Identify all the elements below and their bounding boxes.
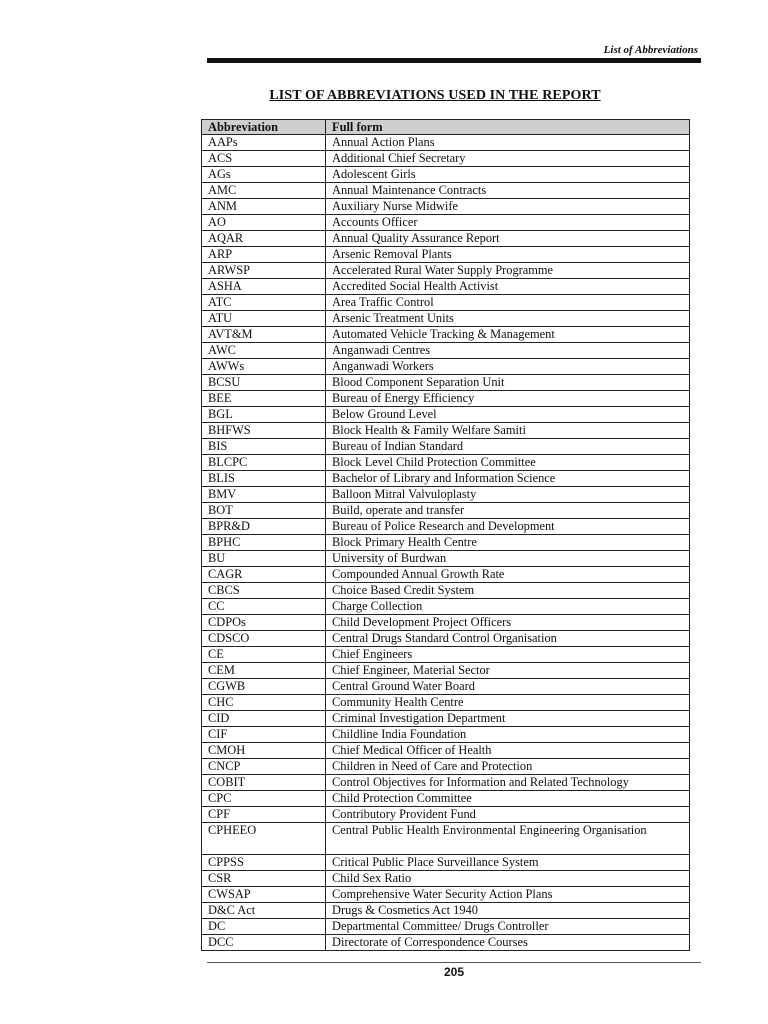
table-row [202,551,690,567]
table-row [202,503,690,519]
table-row [202,727,690,743]
table-row [202,215,690,231]
table-row [202,695,690,711]
full-form-cell: Annual Quality Assurance Report [326,231,690,247]
abbreviation-cell: CWSAP [202,887,326,903]
full-form-cell: Community Health Centre [326,695,690,711]
full-form-cell: Child Development Project Officers [326,615,690,631]
abbreviation-cell: AAPs [202,135,326,151]
table-row [202,663,690,679]
table-row [202,183,690,199]
full-form-cell: Bureau of Police Research and Development [326,519,690,535]
table-row [202,519,690,535]
abbreviation-cell: CPF [202,807,326,823]
abbreviation-cell: AQAR [202,231,326,247]
table-row [202,823,690,855]
full-form-cell: Accelerated Rural Water Supply Programme [326,263,690,279]
abbreviation-cell: CSR [202,871,326,887]
table-row [202,615,690,631]
full-form-cell: Chief Medical Officer of Health [326,743,690,759]
table-row [202,439,690,455]
full-form-cell: Children in Need of Care and Protection [326,759,690,775]
abbreviation-cell: CMOH [202,743,326,759]
full-form-cell: Drugs & Cosmetics Act 1940 [326,903,690,919]
full-form-cell: Accounts Officer [326,215,690,231]
column-header-full-form: Full form [326,120,690,135]
table-row [202,471,690,487]
abbreviation-cell: CNCP [202,759,326,775]
full-form-cell: Central Drugs Standard Control Organisation [326,631,690,647]
full-form-cell: Critical Public Place Surveillance System [326,855,690,871]
abbreviation-cell: CPC [202,791,326,807]
abbreviation-cell: DC [202,919,326,935]
full-form-cell: Child Sex Ratio [326,871,690,887]
abbreviation-cell: AWC [202,343,326,359]
full-form-cell: Criminal Investigation Department [326,711,690,727]
table-row [202,343,690,359]
table-row [202,647,690,663]
full-form-cell: Additional Chief Secretary [326,151,690,167]
table-row [202,279,690,295]
full-form-cell: Block Level Child Protection Committee [326,455,690,471]
abbreviation-cell: BLIS [202,471,326,487]
abbreviation-cell: BOT [202,503,326,519]
abbreviation-cell: BGL [202,407,326,423]
header-rule [207,58,701,63]
abbreviation-cell: AO [202,215,326,231]
full-form-cell: Charge Collection [326,599,690,615]
table-row [202,743,690,759]
table-row [202,711,690,727]
table-row [202,327,690,343]
table-row [202,583,690,599]
abbreviation-cell: CPHEEO [202,823,326,855]
abbreviation-cell: D&C Act [202,903,326,919]
full-form-cell: Accredited Social Health Activist [326,279,690,295]
full-form-cell: Anganwadi Centres [326,343,690,359]
full-form-cell: Balloon Mitral Valvuloplasty [326,487,690,503]
full-form-cell: Chief Engineer, Material Sector [326,663,690,679]
table-row [202,791,690,807]
table-row [202,887,690,903]
full-form-cell: Bachelor of Library and Information Science [326,471,690,487]
full-form-cell: Below Ground Level [326,407,690,423]
table-row [202,199,690,215]
abbreviation-cell: BCSU [202,375,326,391]
table-body [202,135,690,951]
abbreviation-cell: ANM [202,199,326,215]
full-form-cell: Area Traffic Control [326,295,690,311]
full-form-cell: Bureau of Energy Efficiency [326,391,690,407]
table-row [202,167,690,183]
table-row [202,567,690,583]
column-header-abbreviation: Abbreviation [202,120,326,135]
abbreviation-cell: AMC [202,183,326,199]
abbreviation-cell: CE [202,647,326,663]
abbreviation-cell: CBCS [202,583,326,599]
full-form-cell: Block Health & Family Welfare Samiti [326,423,690,439]
full-form-cell: Control Objectives for Information and Related Technology [326,775,690,791]
abbreviation-cell: ASHA [202,279,326,295]
table-row [202,375,690,391]
abbreviation-cell: COBIT [202,775,326,791]
full-form-cell: Arsenic Treatment Units [326,311,690,327]
table-row [202,423,690,439]
footer-rule [207,962,701,963]
abbreviation-cell: CDPOs [202,615,326,631]
abbreviation-cell: BPHC [202,535,326,551]
table-row [202,855,690,871]
abbreviation-cell: ACS [202,151,326,167]
full-form-cell: Blood Component Separation Unit [326,375,690,391]
table-row [202,135,690,151]
abbreviation-cell: CGWB [202,679,326,695]
abbreviation-cell: BMV [202,487,326,503]
table-row [202,295,690,311]
abbreviation-cell: AGs [202,167,326,183]
running-title: List of Abbreviations [603,44,698,56]
table-row [202,919,690,935]
abbreviation-cell: ARWSP [202,263,326,279]
full-form-cell: University of Burdwan [326,551,690,567]
abbreviation-cell: BPR&D [202,519,326,535]
abbreviation-cell: BHFWS [202,423,326,439]
table-row [202,407,690,423]
table-row [202,487,690,503]
full-form-cell: Annual Maintenance Contracts [326,183,690,199]
abbreviations-table [201,119,690,951]
abbreviation-cell: ARP [202,247,326,263]
full-form-cell: Arsenic Removal Plants [326,247,690,263]
table-header-row [202,120,690,135]
table-row [202,247,690,263]
full-form-cell: Choice Based Credit System [326,583,690,599]
abbreviation-cell: CID [202,711,326,727]
table-row [202,807,690,823]
full-form-cell: Annual Action Plans [326,135,690,151]
table-row [202,231,690,247]
full-form-cell: Adolescent Girls [326,167,690,183]
abbreviation-cell: DCC [202,935,326,951]
full-form-cell: Childline India Foundation [326,727,690,743]
full-form-cell: Build, operate and transfer [326,503,690,519]
full-form-cell: Compounded Annual Growth Rate [326,567,690,583]
abbreviation-cell: BU [202,551,326,567]
table-row [202,759,690,775]
abbreviation-cell: AWWs [202,359,326,375]
abbreviation-cell: ATU [202,311,326,327]
table-row [202,535,690,551]
full-form-cell: Chief Engineers [326,647,690,663]
full-form-cell: Anganwadi Workers [326,359,690,375]
page-title: LIST OF ABBREVIATIONS USED IN THE REPORT [269,88,601,103]
abbreviation-cell: CAGR [202,567,326,583]
table-row [202,359,690,375]
full-form-cell: Child Protection Committee [326,791,690,807]
table-row [202,311,690,327]
full-form-cell: Bureau of Indian Standard [326,439,690,455]
abbreviation-cell: CIF [202,727,326,743]
abbreviation-cell: CDSCO [202,631,326,647]
abbreviation-cell: CHC [202,695,326,711]
table-row [202,151,690,167]
table-row [202,871,690,887]
table-row [202,631,690,647]
table-row [202,263,690,279]
full-form-cell: Automated Vehicle Tracking & Management [326,327,690,343]
full-form-cell: Central Ground Water Board [326,679,690,695]
full-form-cell: Auxiliary Nurse Midwife [326,199,690,215]
abbreviation-cell: CC [202,599,326,615]
table-row [202,599,690,615]
table-row [202,391,690,407]
full-form-cell: Contributory Provident Fund [326,807,690,823]
full-form-cell: Departmental Committee/ Drugs Controller [326,919,690,935]
abbreviation-cell: AVT&M [202,327,326,343]
abbreviation-cell: BLCPC [202,455,326,471]
abbreviation-cell: BIS [202,439,326,455]
page-number: 205 [443,965,465,979]
abbreviation-cell: CEM [202,663,326,679]
full-form-cell: Comprehensive Water Security Action Plans [326,887,690,903]
table-row [202,775,690,791]
abbreviation-cell: ATC [202,295,326,311]
abbreviation-cell: CPPSS [202,855,326,871]
full-form-cell: Block Primary Health Centre [326,535,690,551]
table-row [202,903,690,919]
table-row [202,679,690,695]
table-row [202,935,690,951]
full-form-cell: Central Public Health Environmental Engineering Organisation [326,823,690,855]
abbreviation-cell: BEE [202,391,326,407]
table-row [202,455,690,471]
full-form-cell: Directorate of Correspondence Courses [326,935,690,951]
